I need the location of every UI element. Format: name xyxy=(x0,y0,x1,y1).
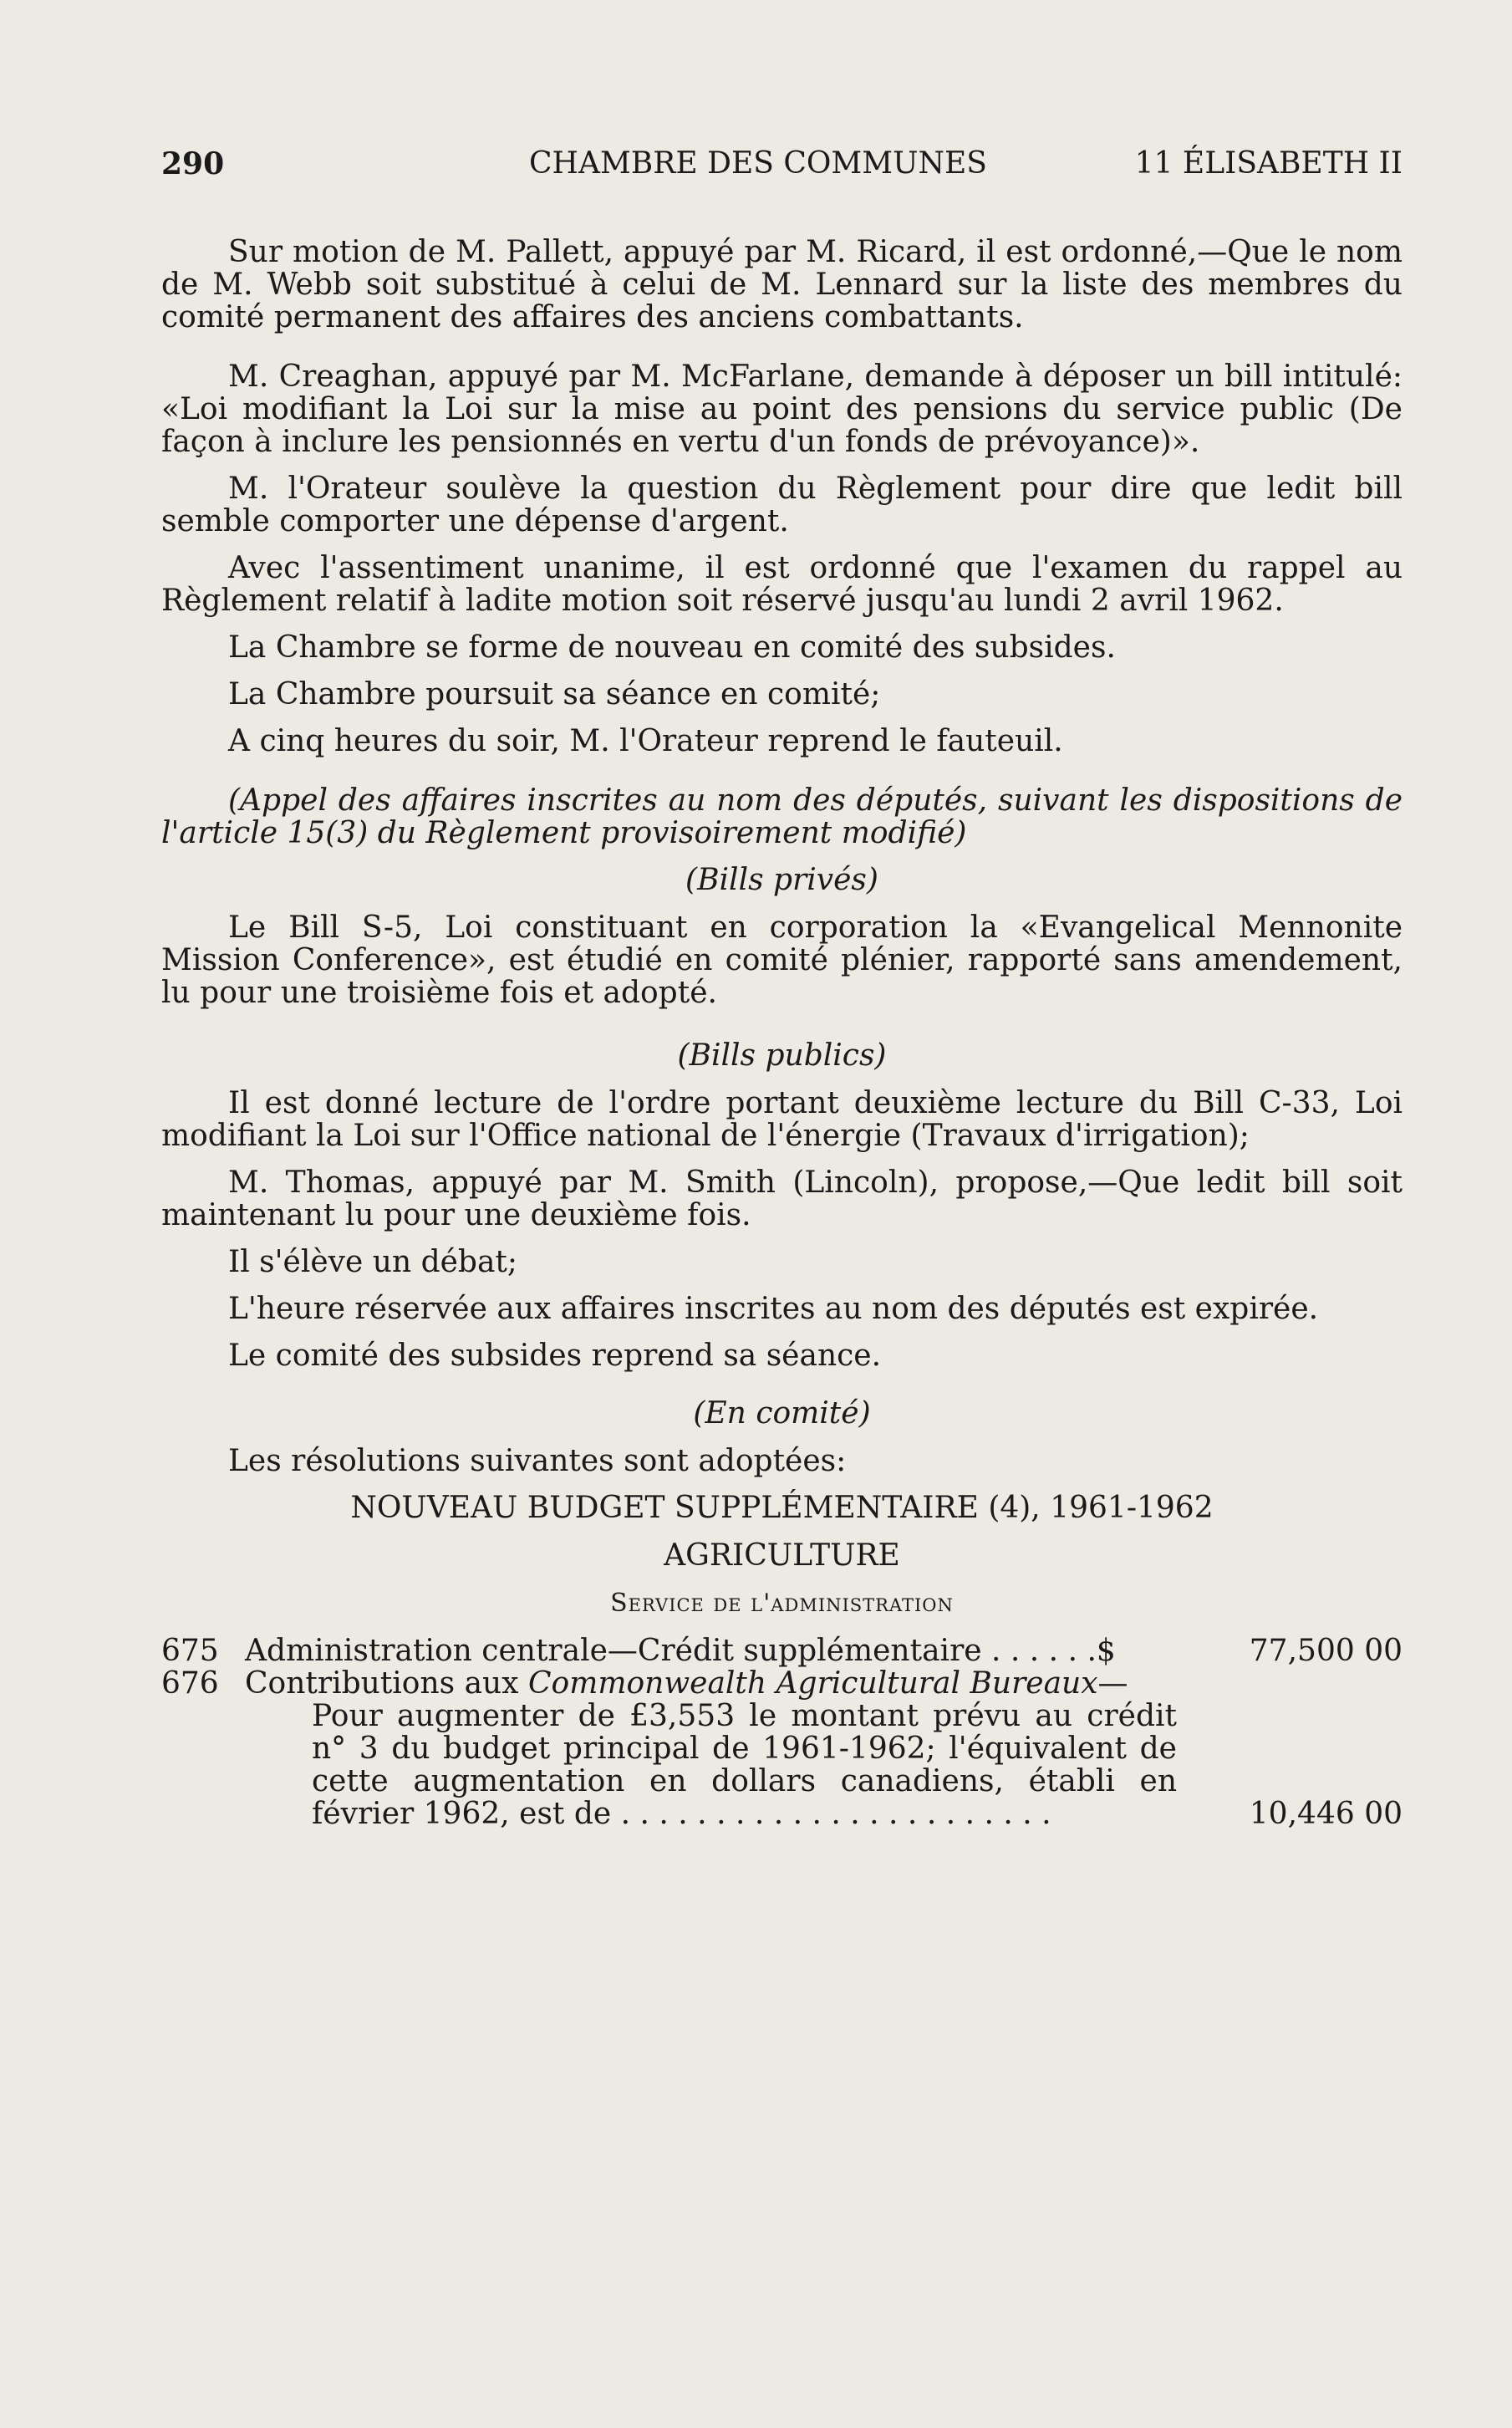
item-amount: 10,446 00 xyxy=(1249,1797,1403,1831)
heading-en-comite: (En comité) xyxy=(693,1396,871,1431)
paragraph-orateur-reglement: M. l'Orateur soulève la question du Règlement pour dire que ledit bill semble comporter une dépense d'argent. xyxy=(161,472,1403,538)
paragraph-cinq-heures: A cinq heures du soir, M. l'Orateur reprend le fauteuil. xyxy=(228,724,1063,758)
paragraph-motion-webb: Sur motion de M. Pallett, appuyé par M. Ricard, il est ordonné,—Que le nom de M. Webb soit substitué à celui de M. Lennard sur la liste des membres du comité permanent des affaires des anciens combattants. xyxy=(161,235,1403,334)
budget-department: AGRICULTURE xyxy=(664,1538,900,1573)
item-description: Administration centrale—Crédit supplémentaire . . . . . .$ xyxy=(245,1634,1116,1668)
paragraph-comite-subsides: La Chambre se forme de nouveau en comité des subsides. xyxy=(228,630,1116,665)
paragraph-heure-expiree: L'heure réservée aux affaires inscrites au nom des députés est expirée. xyxy=(228,1292,1319,1326)
budget-service: Service de l'administration xyxy=(610,1589,954,1618)
item-description xyxy=(245,1667,1177,1700)
page-number: 290 xyxy=(161,146,225,181)
item-amount: 77,500 00 xyxy=(1249,1634,1403,1668)
page-body xyxy=(161,236,1403,1830)
paragraph-debat: Il s'élève un débat; xyxy=(228,1245,518,1279)
item-subdescription: Pour augmenter de £3,553 le montant prévu au crédit n° 3 du budget principal de 1961-1962; l'équivalent de cette augmentation en dollars canadiens, établi en février 1962, est de . . . . . . . . . . . . . . . . . . . . . . . xyxy=(312,1699,1177,1831)
heading-bills-publics: (Bills publics) xyxy=(677,1038,887,1073)
item-description-suffix: — xyxy=(1097,1666,1128,1701)
paragraph-creaghan-bill: M. Creaghan, appuyé par M. McFarlane, demande à déposer un bill intitulé: «Loi modifiant la Loi sur la mise au point des pensions du service public (De façon à inclure les pensionnés en vertu d'un fonds de prévoyance)». xyxy=(161,360,1403,459)
item-number: 676 xyxy=(161,1666,219,1701)
budget-items xyxy=(161,1635,1403,1830)
paragraph-resolutions: Les résolutions suivantes sont adoptées: xyxy=(228,1444,847,1478)
running-title: CHAMBRE DES COMMUNES xyxy=(529,146,987,181)
page-header xyxy=(161,146,1403,188)
paragraph-appel-affaires: (Appel des affaires inscrites au nom des députés, suivant les dispositions de l'article 15(3) du Règlement provisoirement modifié) xyxy=(161,783,1403,850)
paragraph-assentiment: Avec l'assentiment unanime, il est ordonné que l'examen du rappel au Règlement relatif à ladite motion soit réservé jusqu'au lundi 2 avril 1962. xyxy=(161,551,1403,618)
item-number: 675 xyxy=(161,1634,219,1668)
item-description-italic: Commonwealth Agricultural Bureaux xyxy=(527,1666,1098,1701)
budget-item xyxy=(161,1667,1403,1830)
item-description-prefix: Contributions aux xyxy=(245,1666,528,1701)
reign-year: 11 ÉLISABETH II xyxy=(1134,146,1403,181)
budget-item xyxy=(161,1635,1403,1667)
paragraph-comite-reprend: Le comité des subsides reprend sa séance. xyxy=(228,1339,882,1373)
paragraph-seance-comite: La Chambre poursuit sa séance en comité; xyxy=(228,677,881,712)
heading-bills-prives: (Bills privés) xyxy=(685,863,878,897)
paragraph-bill-c33: Il est donné lecture de l'ordre portant deuxième lecture du Bill C-33, Loi modifiant la Loi sur l'Office national de l'énergie (Travaux d'irrigation); xyxy=(161,1086,1403,1153)
paragraph-thomas-motion: M. Thomas, appuyé par M. Smith (Lincoln), propose,—Que ledit bill soit maintenant lu pour une deuxième fois. xyxy=(161,1166,1403,1232)
budget-title: NOUVEAU BUDGET SUPPLÉMENTAIRE (4), 1961-1962 xyxy=(350,1491,1214,1525)
paragraph-bill-s5: Le Bill S-5, Loi constituant en corporation la «Evangelical Mennonite Mission Conference», est étudié en comité plénier, rapporté sans amendement, lu pour une troisième fois et adopté. xyxy=(161,910,1403,1010)
